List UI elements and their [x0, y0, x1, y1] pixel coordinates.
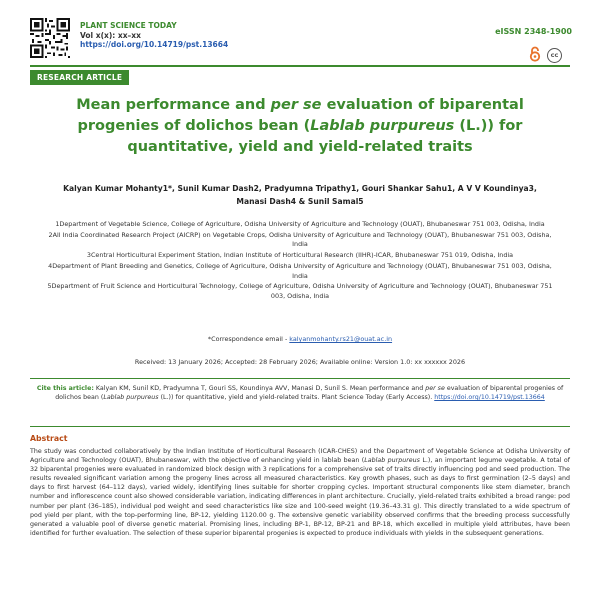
- header-divider: [30, 65, 570, 67]
- correspondence: [40, 335, 560, 343]
- cite-doi-link[interactable]: https://doi.org/10.14719/pst.13664: [434, 394, 545, 401]
- eissn: eISSN 2348-1900: [495, 27, 572, 36]
- article-type-badge: RESEARCH ARTICLE: [30, 70, 129, 85]
- author-list: Kalyan Kumar Mohanty1*, Sunil Kumar Dash2, Pradyumna Tripathy1, Gouri Shankar Sahu1, A V V Koundinya3, Manasi Dash4 & Sunil Samal5: [63, 184, 537, 206]
- article-dates: Received: 13 January 2026; Accepted: 28 February 2026; Available online: Version 1.0: xx xxxxxx 2026: [134, 358, 466, 366]
- affiliations: [40, 220, 560, 303]
- correspondence-email-link[interactable]: kalyanmohanty.rs21@ouat.ac.in: [289, 335, 393, 343]
- article-title: Mean performance and per se evaluation of biparental progenies of dolichos bean (Lablab purpureus (L.)) for quantitative, yield and yield-related traits: [76, 97, 524, 155]
- cite-bottom-divider: [30, 426, 570, 427]
- journal-doi-link[interactable]: https://doi.org/10.14719/pst.13664: [80, 40, 229, 50]
- open-access-icon: [529, 46, 541, 62]
- journal-info: [80, 21, 228, 50]
- cite-top-divider: [30, 378, 570, 379]
- affiliation-4: 4Department of Plant Breeding and Genetics, College of Agriculture, Odisha University of Agriculture and Technology (OUAT), Bhubaneswar 751 003, Odisha, India: [48, 262, 552, 280]
- affiliation-1: 1Department of Vegetable Science, College of Agriculture, Odisha University of Agriculture and Technology (OUAT), Bhubaneswar 751 003, Odisha, India: [55, 220, 545, 228]
- qr-code: [30, 18, 70, 58]
- affiliation-3: 3Central Horticultural Experiment Station, Indian Institute of Horticultural Research (IIHR)-ICAR, Bhubaneswar 751 019, Odisha, India: [86, 251, 514, 260]
- citation: Cite this article: Kalyan KM, Sunil KD, Pradyumna T, Gouri SS, Koundinya AVV, Manasi D, Sunil S. Mean performance and per se evaluation of biparental progenies of dolichos bean (Lablab purpureus (L.)) for quantitative, yield and yield-related traits. Plant Science Today (Early Access). https://doi.org/10.14719/pst.13664: [36, 385, 564, 401]
- creative-commons-icon: cc: [547, 48, 562, 63]
- abstract-text: The study was conducted collaboratively by the Indian Institute of Horticultural Research (ICAR-CHES) and the Department of Vegetable Science at Odisha University of Agriculture and Technology (OUAT), Bhubaneswar, with the objective of enhancing yield in lablab bean (Lablab purpureus L.), an important legume vegetable. A total of 32 biparental progenies were evaluated in randomized block design with 3 replications for a comprehensive set of traits directly influencing pod and seed production. The results revealed significant variation among the progeny lines across all measured characteristics. Key growth phases, such as days to first germination (2–5 days) and days to first harvest (64–112 days), varied widely, identifying lines suitable for shorter cropping cycles. Important structural components like stem diameter, branch number and inflorescence count also showed considerable variation, indicating differences in plant architecture. Crucially, yield-related traits exhibited a broad range: pod number per plant (36–185), individual pod weight and seed characteristics like size and 100-seed weight (19.36–43.31 g). This directly translated to a wide spectrum of pod yield per plant, with the top-performing line, BP-12, yielding 1120.00 g. The extensive genetic variability observed confirms that the breeding process successfully generated a valuable pool of diverse genetic material. Promising lines, including BP-1, BP-12, BP-21 and BP-18, which excelled in multiple yield attributes, have been identified for further evaluation. The selection of these superior biparental progenies is expected to produce individuals with yields in the subsequent generations.: [30, 448, 570, 537]
- journal-volume: Vol x(x): xx–xx: [80, 30, 141, 40]
- cite-label: Cite this article:: [36, 385, 94, 392]
- journal-name: PLANT SCIENCE TODAY: [80, 21, 177, 30]
- affiliation-5: 5Department of Fruit Science and Horticultural Technology, College of Agriculture, Odisha University of Agriculture and Technology (OUAT), Bhubaneswar 751 003, Odisha, India: [47, 282, 553, 300]
- affiliation-2: 2All India Coordinated Research Project (AICRP) on Vegetable Crops, Odisha University of Agriculture and Technology (OUAT), Bhubaneswar 751 003, Odisha, India: [48, 230, 552, 249]
- abstract-heading: Abstract: [30, 434, 68, 443]
- correspondence-label: *Correspondence email -: [207, 335, 290, 343]
